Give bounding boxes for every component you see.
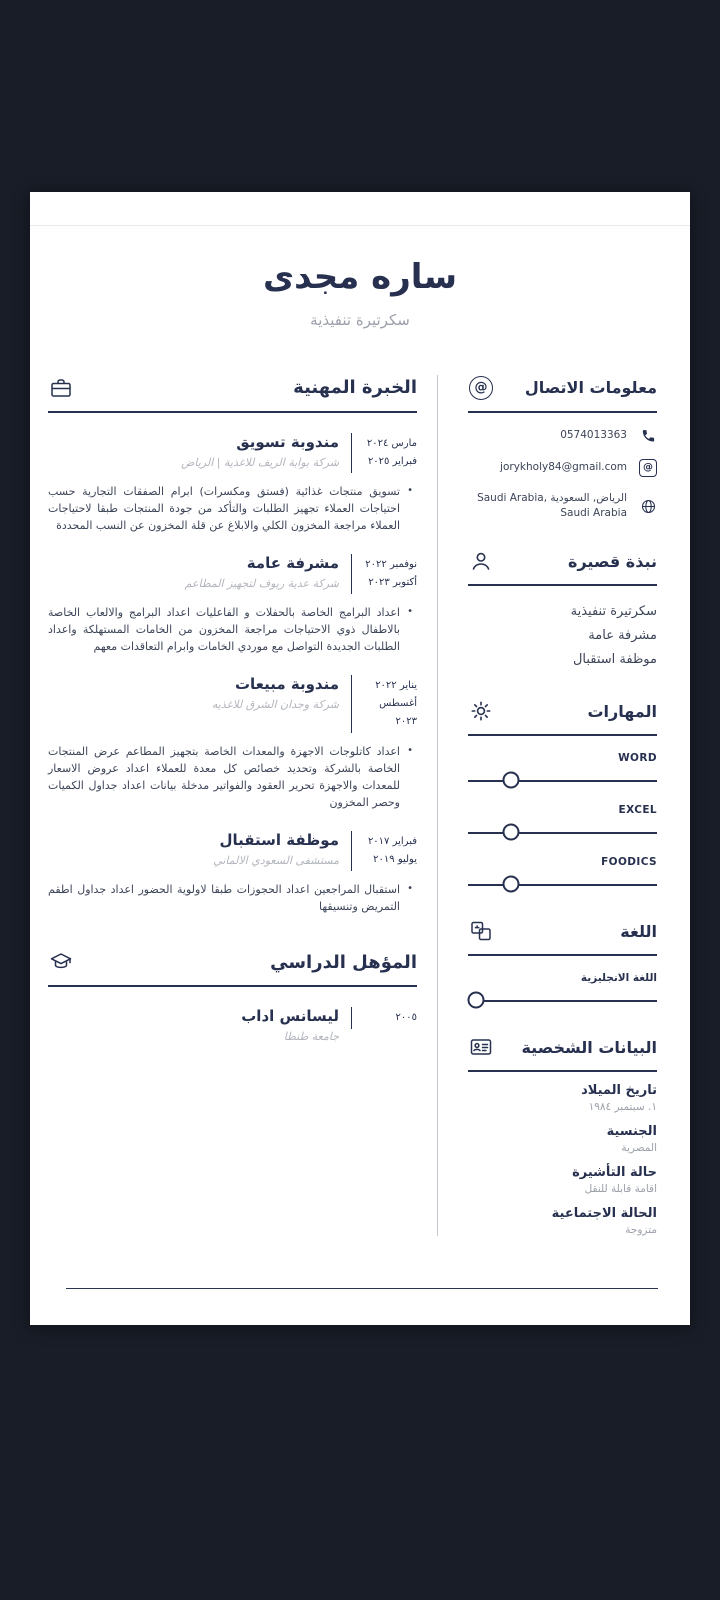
personal-label: الحالة الاجتماعية bbox=[551, 1206, 657, 1222]
company-name: شركة عدية ريوف لتجهيز المطاعم bbox=[184, 576, 339, 590]
gear-icon bbox=[468, 698, 494, 724]
date-from: يناير ٢٠٢٢ bbox=[375, 679, 417, 691]
job-title: مندوبة تسويق bbox=[236, 432, 339, 451]
contact-row-phone bbox=[468, 427, 657, 445]
section-summary-header bbox=[468, 548, 657, 586]
entry-titles bbox=[48, 554, 351, 590]
slider-knob bbox=[503, 772, 520, 789]
entry-head bbox=[48, 831, 417, 871]
date-to: يوليو ٢٠١٩ bbox=[373, 853, 417, 865]
personal-item bbox=[468, 1083, 657, 1113]
slider-knob bbox=[503, 824, 520, 841]
section-title-experience: الخبرة المهنية bbox=[293, 377, 417, 398]
skill-slider bbox=[468, 824, 657, 840]
date-to: فبراير ٢٠٢٥ bbox=[367, 455, 417, 467]
company-name: شركة بوابة الريف للاغذية | الرياض bbox=[181, 455, 339, 469]
section-title-contact: معلومات الاتصال bbox=[524, 378, 657, 397]
language-slider bbox=[468, 992, 657, 1008]
job-description-list bbox=[48, 604, 413, 655]
entry-titles bbox=[48, 675, 351, 711]
personal-item bbox=[468, 1165, 657, 1195]
job-description: • اعداد كاتلوجات الاجهزة والمعدات الخاصة بتجهيز المطاعم عرض المنتجات الخاصة بالشركة وتحديد خصائص كل معدة للعملاء اعداد عروض الاسعار للمعدات والاجهزة تحرير العقود والفواتير مدخلة بيانات اعداد جداول الكميات وحصر المخزون bbox=[48, 743, 413, 811]
section-personal-header bbox=[468, 1034, 657, 1072]
date-from: فبراير ٢٠١٧ bbox=[367, 835, 417, 847]
slider-track bbox=[468, 780, 657, 782]
degree-title: ليسانس اداب bbox=[241, 1007, 339, 1026]
section-experience-header bbox=[48, 375, 417, 413]
section-skills-header bbox=[468, 698, 657, 736]
entry-head bbox=[48, 554, 417, 594]
personal-value: اقامة قابلة للنقل bbox=[584, 1183, 657, 1196]
cv-body bbox=[30, 375, 690, 1237]
job-description: • تسويق منتجات غذائية (فستق ومكسرات) ابرام الصفقات التجارية حسب احتياجات العملاء تجهيز الطلبات والتأكد من جودة المنتجات طبقا لاحتياجات العملاء مراجعة المخزون الكلي والابلاغ عن قلة المخزون عن النسب المحددة bbox=[48, 483, 413, 534]
candidate-name: ساره مجدى bbox=[262, 257, 458, 297]
personal-item bbox=[468, 1124, 657, 1154]
job-title: مندوبة مبيعات bbox=[234, 674, 339, 693]
section-contact-header bbox=[468, 375, 657, 413]
summary-line: مشرفة عامة bbox=[588, 628, 657, 644]
skill-name: EXCEL bbox=[618, 804, 657, 817]
section-title-skills: المهارات bbox=[587, 701, 657, 721]
sidebar bbox=[437, 375, 690, 1237]
summary-line: موظفة استقبال bbox=[572, 652, 657, 668]
school-name: جامعة طنطا bbox=[283, 1030, 339, 1044]
entry-dates bbox=[351, 675, 417, 733]
email-icon: @ bbox=[639, 459, 657, 477]
entry-titles bbox=[48, 433, 351, 469]
slider-track bbox=[468, 832, 657, 834]
globe-icon bbox=[639, 497, 657, 515]
company-name: مستشفى السعودي الالماني bbox=[213, 853, 339, 867]
section-education-header bbox=[48, 949, 417, 987]
slider-track bbox=[468, 884, 657, 886]
phone-number: 0574013363 bbox=[560, 428, 627, 441]
entry-dates bbox=[351, 554, 417, 594]
entry-titles bbox=[48, 831, 351, 867]
personal-label: الجنسية bbox=[606, 1124, 657, 1140]
job-title: مشرفة عامة bbox=[246, 553, 339, 572]
job-description: • اعداد البرامج الخاصة بالحفلات و الفاعليات اعداد البرامج والالعاب الخاصة بالاطفال ذوي الاحتياجات مراجعة المخزون من الخامات المستهلكة واعداد الطلبات الجديدة التواصل مع موردي الخامات وابرام التعاقدات معهم bbox=[48, 604, 413, 655]
personal-value: ١. سبتمبر ١٩٨٤ bbox=[588, 1101, 657, 1114]
personal-label: حالة التأشيرة bbox=[572, 1165, 657, 1181]
personal-item bbox=[468, 1206, 657, 1236]
address: الرياض, السعودية Saudi Arabia, Saudi Arabia bbox=[477, 491, 627, 520]
experience-entry bbox=[48, 831, 417, 915]
cv-header bbox=[30, 226, 690, 329]
education-date: ٢٠٠٥ bbox=[395, 1012, 417, 1024]
entry-dates bbox=[351, 1007, 417, 1029]
id-card-icon bbox=[468, 1034, 494, 1060]
slider-track bbox=[468, 1000, 657, 1002]
contact-row-address bbox=[468, 491, 657, 523]
company-name: شركة وجدان الشرق للاغذيه bbox=[211, 697, 339, 711]
at-sign-icon: @ bbox=[468, 375, 494, 401]
skill-item bbox=[468, 856, 657, 892]
summary-line: سكرتيرة تنفيذية bbox=[570, 604, 657, 619]
date-from: مارس ٢٠٢٤ bbox=[366, 437, 417, 449]
personal-label: تاريخ الميلاد bbox=[581, 1083, 657, 1099]
main-column bbox=[30, 375, 437, 1237]
slider-knob bbox=[467, 992, 484, 1009]
slider-knob bbox=[503, 876, 520, 893]
date-to: أكتوبر ٢٠٢٣ bbox=[368, 576, 417, 588]
skill-item bbox=[468, 752, 657, 788]
section-title-education: المؤهل الدراسي bbox=[270, 951, 417, 973]
skill-name: WORD bbox=[618, 752, 657, 765]
job-title: موظفة استقبال bbox=[219, 830, 339, 849]
section-language-header bbox=[468, 918, 657, 956]
language-name: اللغة الانجليزية bbox=[580, 972, 657, 985]
skill-slider bbox=[468, 876, 657, 892]
job-description: • استقبال المراجعين اعداد الحجوزات طبقا لاولوية الحضور اعداد جداول اطقم التمريض وتنسيقها bbox=[48, 881, 413, 915]
skill-slider bbox=[468, 772, 657, 788]
skill-name: FOODICS bbox=[601, 856, 657, 869]
graduation-cap-icon bbox=[48, 949, 74, 975]
entry-dates bbox=[351, 433, 417, 473]
section-title-language: اللغة bbox=[620, 921, 657, 941]
page-footer-rule bbox=[66, 1288, 658, 1289]
experience-entry bbox=[48, 554, 417, 655]
entry-head bbox=[48, 1007, 417, 1043]
summary-text bbox=[468, 600, 657, 672]
job-description-list bbox=[48, 743, 413, 811]
education-entry bbox=[48, 1007, 417, 1043]
entry-head bbox=[48, 433, 417, 473]
section-title-personal: البيانات الشخصية bbox=[521, 1037, 657, 1057]
briefcase-icon bbox=[48, 375, 74, 401]
entry-head bbox=[48, 675, 417, 733]
phone-icon bbox=[639, 427, 657, 445]
translate-icon bbox=[468, 918, 494, 944]
skill-item bbox=[468, 804, 657, 840]
candidate-job-title: سكرتيرة تنفيذية bbox=[310, 310, 410, 329]
personal-value: متزوجة bbox=[625, 1224, 657, 1237]
date-to: أغسطس ٢٠٢٣ bbox=[379, 697, 417, 727]
language-item bbox=[468, 972, 657, 1008]
cv-page bbox=[30, 192, 690, 1325]
contact-row-email bbox=[468, 459, 657, 477]
person-icon bbox=[468, 548, 494, 574]
experience-entry bbox=[48, 433, 417, 534]
experience-entry bbox=[48, 675, 417, 811]
email-address: jorykholy84@gmail.com bbox=[500, 460, 627, 473]
entry-dates bbox=[351, 831, 417, 871]
entry-titles bbox=[48, 1007, 351, 1043]
date-from: نوفمبر ٢٠٢٢ bbox=[365, 558, 417, 570]
personal-value: المصرية bbox=[621, 1142, 657, 1155]
job-description-list bbox=[48, 881, 413, 915]
page-top-strip bbox=[30, 192, 690, 226]
job-description-list bbox=[48, 483, 413, 534]
section-title-summary: نبذة قصيرة bbox=[568, 551, 657, 571]
